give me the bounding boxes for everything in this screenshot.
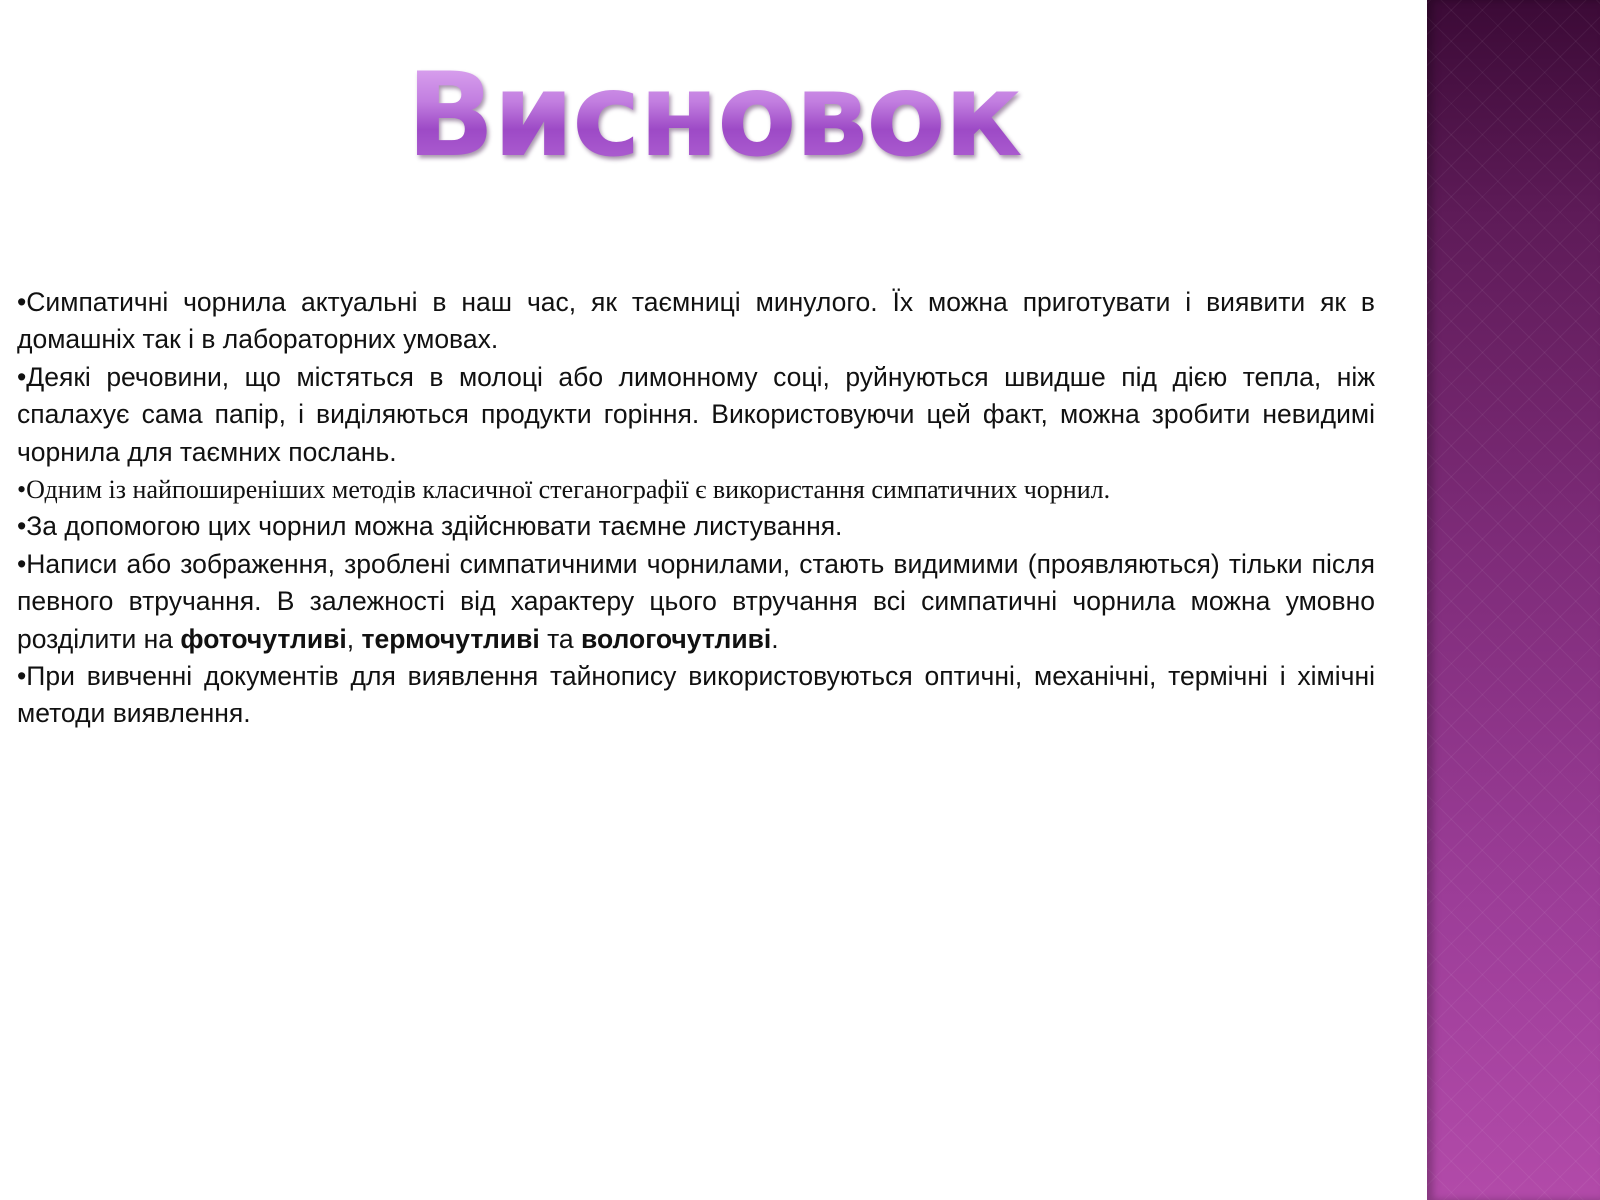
separator-comma: , xyxy=(346,623,362,654)
paragraph-5-end: . xyxy=(771,623,779,654)
decorative-side-band xyxy=(1427,0,1600,1200)
slide-body xyxy=(17,284,1375,733)
bullet-glyph: • xyxy=(17,475,27,505)
paragraph-6-text: При вивченні документів для виявлення тайнопису використовуються оптичні, механічні, термічні і хімічні методи виявлення. xyxy=(17,661,1375,729)
bullet-paragraph-2 xyxy=(17,359,1375,471)
term-thermosensitive: термочутливі xyxy=(361,623,540,654)
paragraph-1-text: Симпатичні чорнила актуальні в наш час, як таємниці минулого. Їх можна приготувати і виявити як в домашніх так і в лабораторних умовах. xyxy=(17,287,1375,355)
bullet-glyph: • xyxy=(17,661,27,692)
paragraph-5-text: Написи або зображення, зроблені симпатичними чорнилами, стають видимими (проявляються) тільки після певного втручання. В залежності від характеру цього втручання всі симпатичні чорнила можна умовно розділити на xyxy=(17,548,1375,654)
bullet-glyph: • xyxy=(17,361,27,392)
paragraph-3-text: Одним із найпоширеніших методів класичної стеганографії є використання симпатичних чорнил. xyxy=(26,475,1111,505)
bullet-paragraph-6 xyxy=(17,658,1375,733)
paragraph-4-text: За допомогою цих чорнил можна здійснювати таємне листування. xyxy=(26,511,843,542)
bullet-glyph: • xyxy=(17,548,27,579)
bullet-glyph: • xyxy=(17,287,27,317)
slide-title: Висновок xyxy=(0,46,1427,185)
term-photosensitive: фоточутливі xyxy=(180,623,347,654)
paragraph-2-text: Деякі речовини, що містяться в молоці або лимонному соці, руйнуються швидше під дією тепла, ніж спалахує сама папір, і виділяються продукти горіння. Використовуючи цей факт, можна зробити невидимі чорнила для таємних послань. xyxy=(17,361,1375,467)
separator-and: та xyxy=(539,623,582,654)
term-moisture-sensitive: вологочутливі xyxy=(581,623,772,654)
bullet-paragraph-3 xyxy=(17,471,1375,508)
bullet-paragraph-4 xyxy=(17,508,1375,545)
bullet-paragraph-5 xyxy=(17,546,1375,658)
bullet-glyph: • xyxy=(17,511,27,542)
bullet-paragraph-1 xyxy=(17,284,1375,359)
